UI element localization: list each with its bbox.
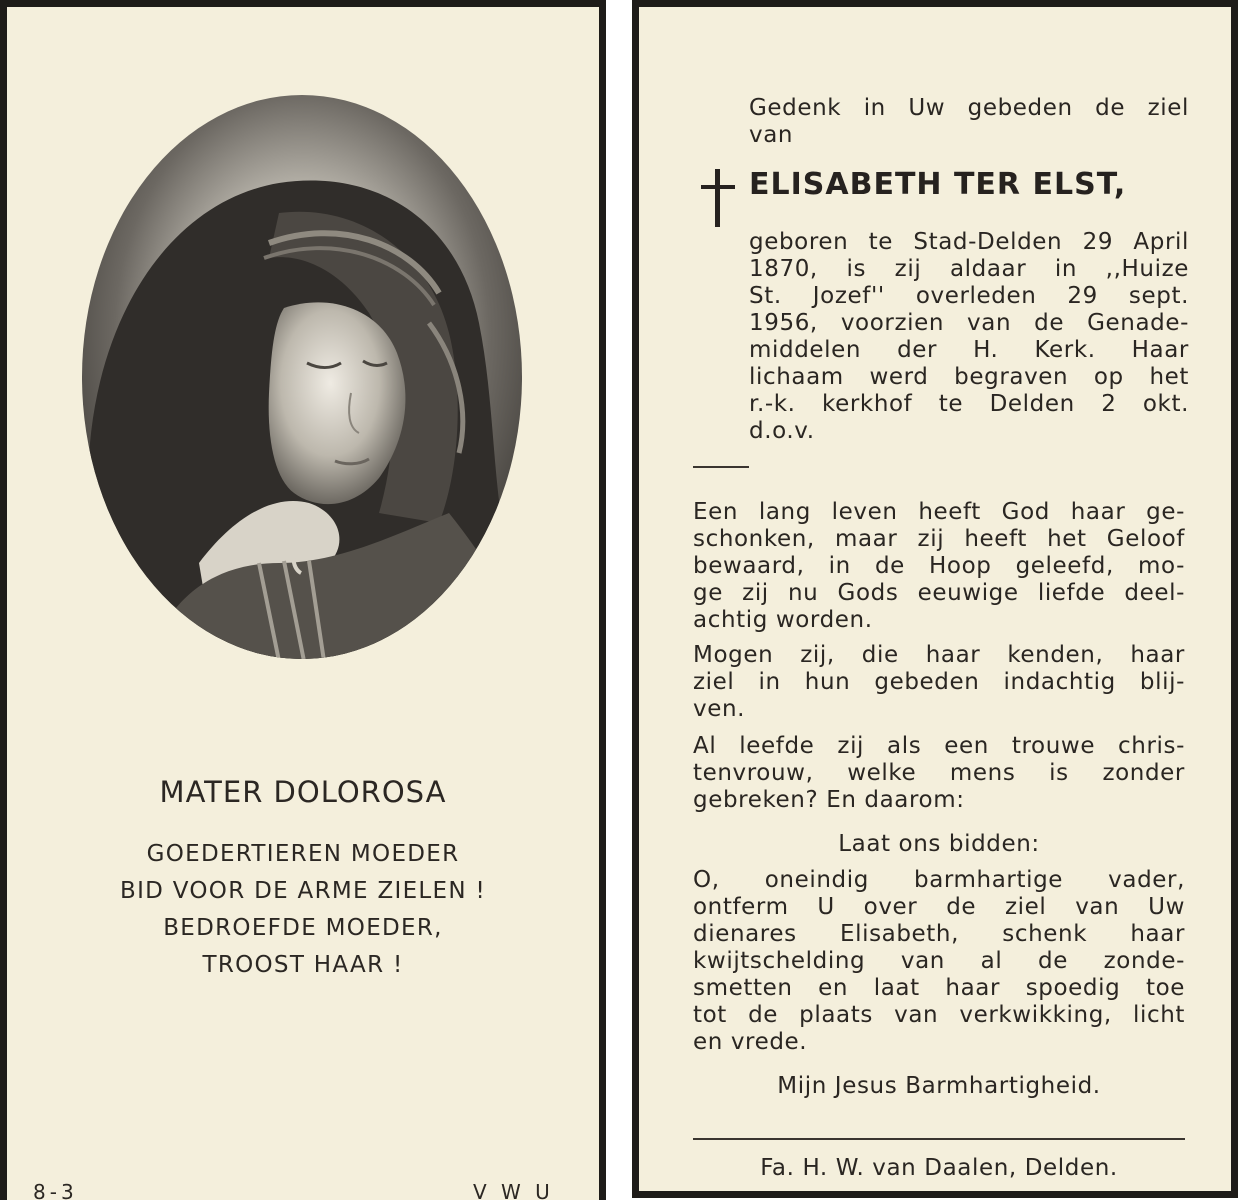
- print-code: 8-3: [33, 1180, 78, 1204]
- prayer-line-7: en vrede.: [693, 1029, 808, 1055]
- intro-line-1: Gedenk in Uw gebeden de ziel: [749, 95, 1189, 121]
- paragraph2-line-3: ven.: [693, 696, 746, 722]
- paragraph3-line-1: Al leefde zij als een trouwe chris-: [693, 733, 1185, 759]
- paragraph3-line-2: tenvrouw, welke mens is zonder: [693, 760, 1185, 786]
- prayer-line-6: tot de plaats van verkwikking, licht: [693, 1002, 1185, 1028]
- devotional-card-back: [632, 0, 1238, 1198]
- section-divider: [693, 466, 749, 468]
- paragraph2-line-1: Mogen zij, die haar kenden, haar: [693, 642, 1185, 668]
- prayer-line-1: GOEDERTIEREN MOEDER: [146, 841, 460, 867]
- bio-line-6: lichaam werd begraven op het: [749, 364, 1189, 390]
- paragraph1-line-1: Een lang leven heeft God haar ge-: [693, 499, 1185, 525]
- bio-line-8: d.o.v.: [749, 418, 815, 444]
- bio-line-4: 1956, voorzien van de Genade-: [749, 310, 1189, 336]
- prayer-line-5: smetten en laat haar spoedig toe: [693, 975, 1185, 1001]
- bio-line-2: 1870, is zij aldaar in ,,Huize: [749, 256, 1189, 282]
- bio-line-7: r.-k. kerkhof te Delden 2 okt.: [749, 391, 1189, 417]
- intro-line-2: van: [749, 122, 794, 148]
- printer-credit: Fa. H. W. van Daalen, Delden.: [760, 1155, 1118, 1181]
- footer-rule: [693, 1138, 1185, 1140]
- paragraph1-line-2: schonken, maar zij heeft het Geloof: [693, 526, 1185, 552]
- bio-line-5: middelen der H. Kerk. Haar: [749, 337, 1189, 363]
- paragraph1-line-3: bewaard, in de Hoop geleefd, mo-: [693, 553, 1185, 579]
- prayer-line-4: kwijtschelding van al de zonde-: [693, 948, 1185, 974]
- devotional-card-front: [0, 0, 606, 1204]
- card-title: MATER DOLOROSA: [159, 775, 447, 809]
- prayer-line-4: TROOST HAAR !: [202, 952, 404, 978]
- prayer-line-3: BEDROEFDE MOEDER,: [163, 915, 443, 941]
- paragraph2-line-2: ziel in hun gebeden indachtig blij-: [693, 669, 1185, 695]
- prayer-line-2: BID VOOR DE ARME ZIELEN !: [119, 878, 487, 904]
- prayer-line-2: ontferm U over de ziel van Uw: [693, 894, 1185, 920]
- bio-line-1: geboren te Stad-Delden 29 April: [749, 229, 1189, 255]
- deceased-name: ELISABETH TER ELST,: [749, 167, 1127, 202]
- closing-invocation: Mijn Jesus Barmhartigheid.: [777, 1073, 1101, 1099]
- paragraph1-line-4: ge zij nu Gods eeuwige liefde deel-: [693, 580, 1185, 606]
- printer-initials: V W U: [473, 1180, 554, 1204]
- prayer-heading: Laat ons bidden:: [838, 831, 1040, 857]
- latin-cross-icon: [701, 169, 735, 229]
- prayer-line-1: O, oneindig barmhartige vader,: [693, 867, 1185, 893]
- bio-line-3: St. Jozef'' overleden 29 sept.: [749, 283, 1189, 309]
- mater-dolorosa-portrait: [79, 93, 525, 661]
- paragraph3-line-3: gebreken? En daarom:: [693, 787, 965, 813]
- paragraph1-line-5: achtig worden.: [693, 607, 873, 633]
- prayer-line-3: dienares Elisabeth, schenk haar: [693, 921, 1185, 947]
